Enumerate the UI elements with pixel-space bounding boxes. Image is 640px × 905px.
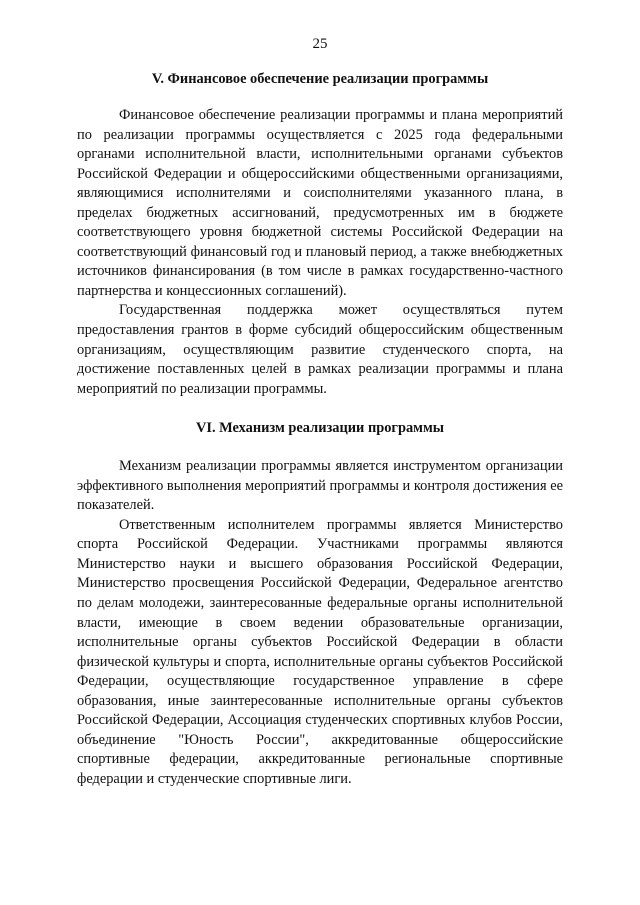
paragraph-mechanism-1: Механизм реализации программы является инструментом организации эффективного выполнения мероприятий программы и контроля достижения ее показателей. [77, 458, 563, 514]
section-heading-financing: V. Финансовое обеспечение реализации программы [151, 71, 489, 87]
page-content [77, 69, 563, 790]
paragraph-financing-2: Государственная поддержка может осуществляться путем предоставления грантов в форме субсидий общероссийским общественным организациям, осуществляющим развитие студенческого спорта, на достижение поставленных целей в рамках реализации программы и плана мероприятий по реализации программы. [77, 302, 563, 397]
section-heading-mechanism: VI. Механизм реализации программы [195, 420, 445, 437]
paragraph-mechanism-2: Ответственным исполнителем программы является Министерство спорта Российской Федерации. Участниками программы являются Министерство науки и высшего образования Российской Федерации, Министерство просвещения Российской Федерации, Федеральное агентство по делам молодежи, заинтересованные федеральные органы исполнительной власти, имеющие в своем ведении образовательные организации, исполнительные органы субъектов Российской Федерации в области физической культуры и спорта, исполнительные органы субъектов Российской Федерации, осуществляющие государственное управление в сфере образования, иные заинтересованные исполнительные органы субъектов Российской Федерации, Ассоциация студенческих спортивных клубов России, объединение "Юность России", аккредитованные общероссийские спортивные федерации, аккредитованные региональные спортивные федерации и студенческие спортивные лиги. [77, 516, 563, 787]
paragraph-financing-1: Финансовое обеспечение реализации программы и плана мероприятий по реализации программы осуществляется с 2025 года федеральными органами исполнительной власти, исполнительными органами субъектов Российской Федерации и общероссийскими общественными организациями, являющимися исполнителями и соисполнителями указанного плана, в пределах бюджетных ассигнований, предусмотренных им в бюджете соответствующего уровня бюджетной системы Российской Федерации на соответствующий финансовый год и плановый период, а также внебюджетных источников финансирования (в том числе в рамках государственно-частного партнерства и концессионных соглашений). [77, 107, 563, 299]
page-number: 25 [312, 36, 328, 52]
